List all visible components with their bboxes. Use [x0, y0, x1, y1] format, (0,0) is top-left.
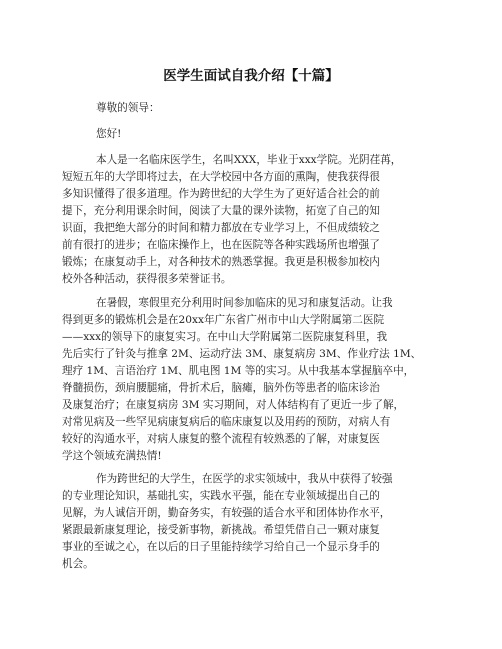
body-line: 锻炼；在康复动手上，对各种技术的熟悉掌握。我更是积极参加校内: [62, 256, 380, 268]
body-line: 及康复治疗；在康复病房 3M 实习期间，对人体结构有了更近一步了解，: [62, 399, 405, 411]
body-line: 您好!: [96, 128, 122, 140]
body-line: 较好的沟通水平，对病人康复的整个流程有较熟悉的了解，对康复医: [62, 433, 380, 445]
body-line: ——xxx的领导下的康复实习。在中山大学附属第二医院康复科里，我: [62, 331, 388, 343]
body-line: 紧跟最新康复理论，接受新事物，新挑战。希望凭借自己一颗对康复: [62, 524, 380, 536]
body-line: 事业的至诚之心，在以后的日子里能持续学习给自己一个显示身手的: [62, 541, 380, 553]
body-line: 前有很打的进步；在临床操作上，也在医院等各种实践场所也增强了: [62, 239, 380, 251]
body-line: 对常见病及一些罕见病康复病后的临床康复以及用药的预防，对病人有: [62, 416, 391, 428]
body-line: 脊髓损伤，颈肩腰腿痛，骨折术后，脑瘫，脑外伤等患者的临床诊治: [62, 382, 380, 394]
body-line: 本人是一名临床医学生，名叫XXX，毕业于xxx学院。光阴荏苒，: [96, 154, 402, 166]
body-line: 提下，充分利用课余时间，阅读了大量的课外读物，拓宽了自己的知: [62, 205, 380, 217]
body-line: 尊敬的领导：: [96, 102, 160, 114]
body-line: 校外各种活动，获得很多荣誉证书。: [62, 273, 232, 285]
body-line: 多知识懂得了很多道理。作为跨世纪的大学生为了更好适合社会的前: [62, 188, 380, 200]
body-line: 得到更多的锻炼机会是在20xx年广东省广州市中山大学附属第二医院: [62, 314, 385, 326]
body-line: 短短五年的大学即将过去，在大学校园中各方面的熏陶，使我获得很: [62, 171, 380, 183]
body-line: 识面，我把绝大部分的时间和精力都放在专业学习上，不但成绩较之: [62, 222, 380, 234]
body-line: 见解，为人诚信开朗，勤奋务实，有较强的适合水平和团体协作水平，: [62, 507, 391, 519]
body-line: 理疗 1M、言语治疗 1M、肌电图 1M 等的实习。从中我基本掌握脑卒中，: [62, 365, 415, 377]
body-line: 作为跨世纪的大学生，在医学的求实领域中，我从中获得了较强: [96, 473, 393, 485]
body-line: 学这个领域充满热情!: [62, 450, 162, 462]
body-line: 机会。: [62, 558, 94, 570]
body-line: 先后实行了针灸与推拿 2M、运动疗法 3M、康复病房 3M、作业疗法 1M、: [62, 348, 422, 360]
body-line: 的专业理论知识，基础扎实，实践水平强，能在专业领域提出自己的: [62, 490, 380, 502]
document-title: 医学生面试自我介绍【十篇】: [163, 68, 339, 84]
body-line: 在暑假，寒假里充分利用时间参加临床的见习和康复活动。让我: [96, 297, 393, 309]
